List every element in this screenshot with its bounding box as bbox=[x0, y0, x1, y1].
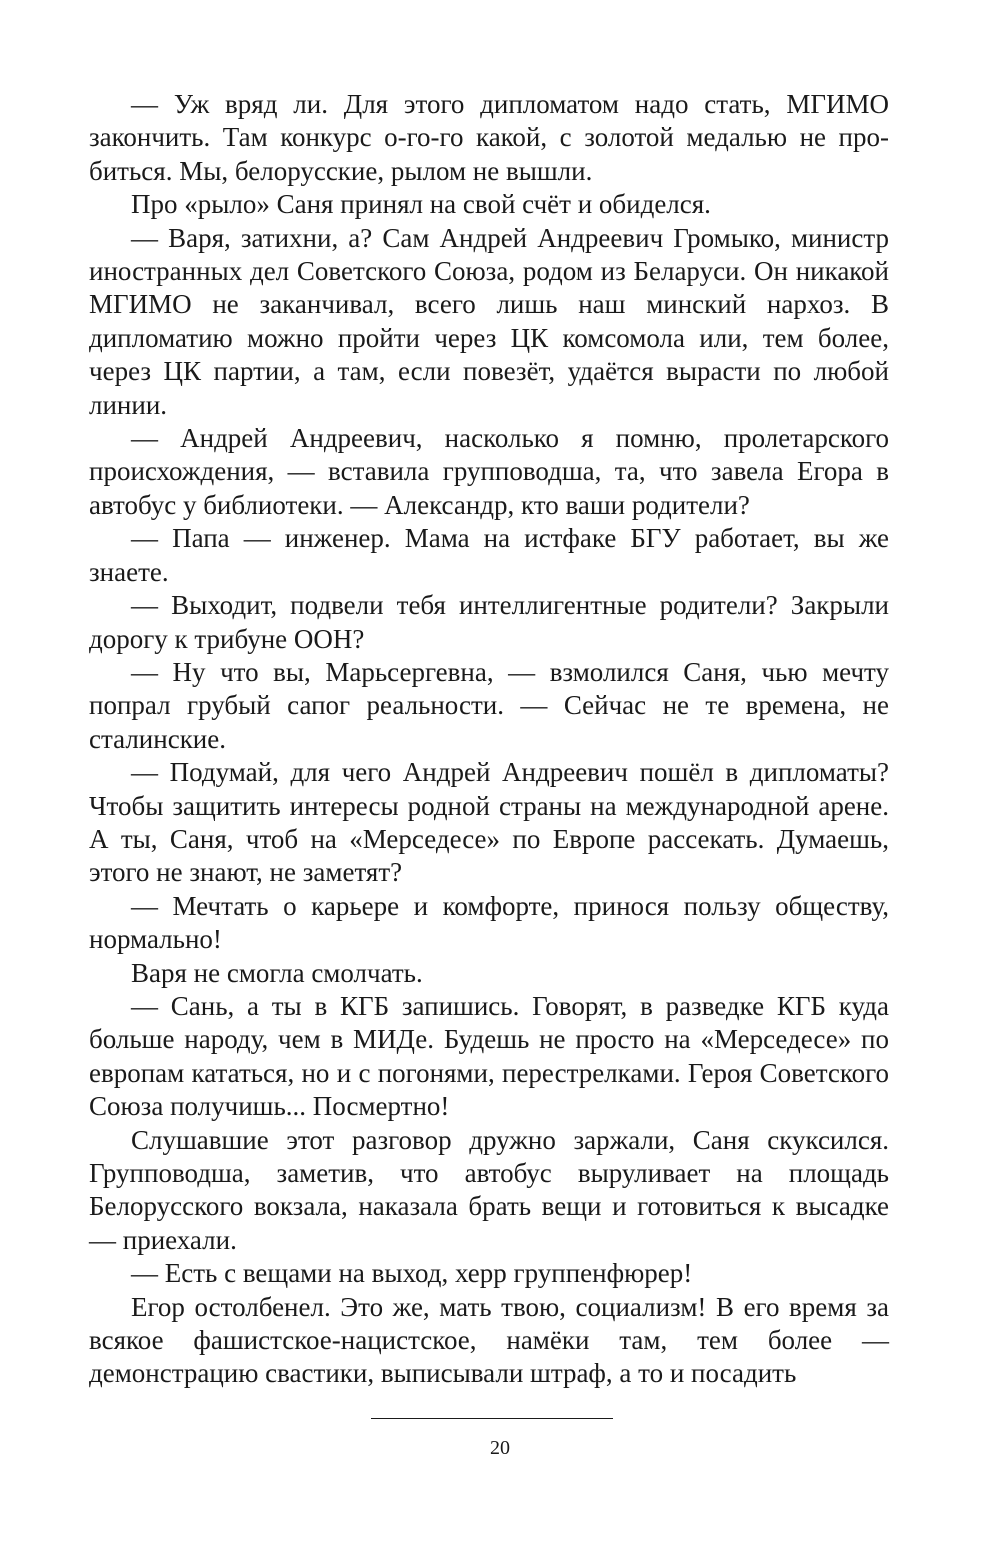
paragraph: — Андрей Андреевич, насколько я помню, пролетарского происхождения, — вставила групповодша, та, что завела Егора в автобус у библиотеки. — Александр, кто ваши родители? bbox=[89, 423, 889, 520]
body-text bbox=[89, 88, 889, 1391]
paragraph: — Ну что вы, Марьсергевна, — взмолился Саня, чью мечту попрал грубый сапог реальности. — Сейчас не те времена, не сталинские. bbox=[89, 656, 889, 754]
paragraph: Про «рыло» Саня принял на свой счёт и обиделся. bbox=[131, 189, 711, 220]
paragraph: Варя не смогла смолчать. bbox=[131, 957, 423, 988]
paragraph: — Есть с вещами на выход, херр группенфюрер! bbox=[131, 1258, 693, 1289]
paragraph: — Подумай, для чего Андрей Андреевич пошёл в дипломаты? Чтобы защитить интересы родной страны на международной арене. А ты, Саня, чтоб на «Мерседесе» по Европе рассекать. Думаешь, этого не знают, не заметят? bbox=[89, 757, 889, 888]
paragraph: — Сань, а ты в КГБ запишись. Говорят, в разведке КГБ куда больше народу, чем в МИДе. Будешь не просто на «Мерседесе» по европам кататься, но и с погонями, перестрелками. Героя Советского Союза получишь... Посмертно! bbox=[89, 990, 889, 1122]
page-number: 20 bbox=[490, 1437, 510, 1459]
paragraph: — Варя, затихни, а? Сам Андрей Андреевич Громыко, министр иностранных дел Советского Союза, родом из Беларуси. Он никакой МГИМО не заканчивал, всего лишь наш минский нархоз. В дипломатию можно пройти через ЦК комсомола или, тем более, через ЦК партии, а там, если повезёт, удаётся вырасти по любой линии. bbox=[89, 222, 889, 420]
paragraph: — Выходит, подвели тебя интеллигентные родители? Закрыли дорогу к трибуне ООН? bbox=[89, 590, 889, 654]
paragraph: — Папа — инженер. Мама на истфаке БГУ работает, вы же знаете. bbox=[89, 523, 889, 587]
paragraph: — Уж вряд ли. Для этого дипломатом надо стать, МГИМО закончить. Там конкурс о-го-го какой, с золотой медалью не пробиться. Мы, белорусские, рылом не вышли. bbox=[89, 89, 889, 186]
paragraph: Егор остолбенел. Это же, мать твою, социализм! В его время за всякое фашистское-нацистское, намёки там, тем более — демонстрацию свастики, выписывали штраф, а то и посадить bbox=[89, 1291, 889, 1389]
footer-rule bbox=[371, 1418, 613, 1419]
paragraph: Слушавшие этот разговор дружно заржали, Саня скуксился. Групповодша, заметив, что автобус выруливает на площадь Белорусского вокзала, наказала брать вещи и готовиться к высадке — приехали. bbox=[89, 1124, 889, 1255]
paragraph: — Мечтать о карьере и комфорте, принося пользу обществу, нормально! bbox=[89, 890, 889, 955]
